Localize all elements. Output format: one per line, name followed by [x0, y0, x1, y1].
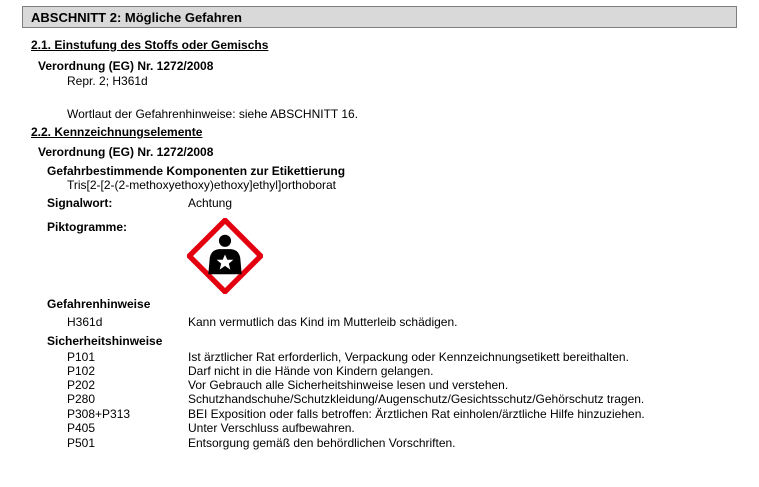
classification-note: Wortlaut der Gefahrenhinweise: siehe ABSCHNITT 16. — [67, 107, 359, 121]
precaution-code: P501 — [67, 436, 96, 450]
precaution-text: BEI Exposition oder falls betroffen: Ärztlichen Rat einholen/ärztliche Hilfe hinzuziehen. — [188, 407, 645, 421]
precaution-text: Vor Gebrauch alle Sicherheitshinweise lesen und verstehen. — [188, 378, 509, 392]
pictograms-label: Piktogramme: — [47, 220, 128, 234]
regulation-2-1: Verordnung (EG) Nr. 1272/2008 — [38, 59, 214, 73]
components-value: Tris[2-[2-(2-methoxyethoxy)ethoxy]ethyl]orthoborat — [67, 178, 336, 192]
regulation-2-2: Verordnung (EG) Nr. 1272/2008 — [38, 145, 214, 159]
hazard-statements-heading: Gefahrenhinweise — [47, 297, 151, 311]
section-title: ABSCHNITT 2: Mögliche Gefahren — [31, 10, 242, 25]
precaution-text: Schutzhandschuhe/Schutzkleidung/Augenschutz/Gesichtsschutz/Gehörschutz tragen. — [188, 392, 645, 406]
ghs08-health-hazard-icon — [187, 218, 263, 294]
heading-2-2: 2.2. Kennzeichnungselemente — [31, 125, 203, 139]
components-label: Gefahrbestimmende Komponenten zur Etikettierung — [47, 164, 346, 178]
precaution-code: P101 — [67, 350, 96, 364]
precaution-text: Ist ärztlicher Rat erforderlich, Verpackung oder Kennzeichnungsetikett bereithalten. — [188, 350, 629, 364]
hazard-text: Kann vermutlich das Kind im Mutterleib schädigen. — [188, 315, 458, 329]
heading-2-1: 2.1. Einstufung des Stoffs oder Gemischs — [31, 38, 269, 52]
precaution-code: P308+P313 — [67, 407, 131, 421]
precaution-code: P202 — [67, 378, 96, 392]
precaution-code: P102 — [67, 364, 96, 378]
precautionary-statements-heading: Sicherheitshinweise — [47, 334, 163, 348]
precaution-text: Entsorgung gemäß den behördlichen Vorschriften. — [188, 436, 456, 450]
hazard-code: H361d — [67, 315, 103, 329]
precaution-text: Unter Verschluss aufbewahren. — [188, 421, 355, 435]
classification: Repr. 2; H361d — [67, 74, 148, 88]
precaution-text: Darf nicht in die Hände von Kindern gelangen. — [188, 364, 434, 378]
precaution-code: P280 — [67, 392, 96, 406]
precaution-code: P405 — [67, 421, 96, 435]
signal-word-label: Signalwort: — [47, 196, 113, 210]
section-header — [22, 6, 737, 28]
signal-word-value: Achtung — [188, 196, 233, 210]
